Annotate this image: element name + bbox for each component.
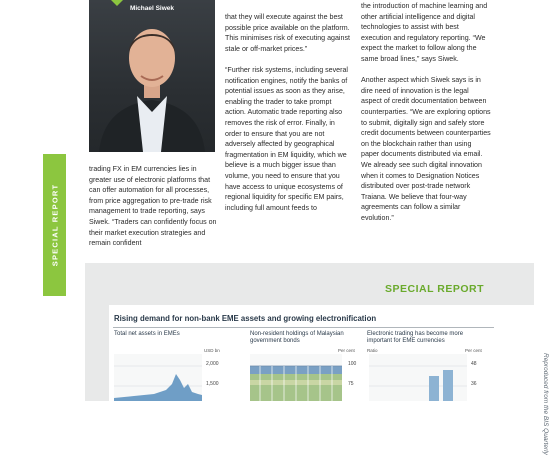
side-tab-label: SPECIAL REPORT <box>50 183 59 267</box>
right-paragraph-1: the introduction of machine learning and other artificial intelligence and digital technologies to assist with best execution and regulatory reporting. “We expect the market to follow along the same broad lines,” says Siwek. <box>361 2 488 63</box>
panel-plot <box>369 354 467 401</box>
panel-unit: USD bn <box>204 348 220 353</box>
panel-plot <box>114 354 202 401</box>
figure-title: Rising demand for non-bank EME assets and growing electronification <box>114 314 377 323</box>
figure-credit: Reproduced from the BIS Quarterly <box>542 353 549 455</box>
column-right <box>361 1 491 223</box>
area-series <box>114 354 202 401</box>
column-left <box>89 164 217 249</box>
right-paragraph-2: Another aspect which Siwek says is in dire need of innovation is the legal aspect of credit documentation between counterparties. “We are exploring options to submit, digitally sign and safely store credit documents between counterparties on the blockchain rather than using paper documents distributed via email. We already see such digital innovation when it comes to Designation Notices distributed over post-trade network Traiana. We believe that four-way agreements can follow a similar evolution.” <box>361 76 491 222</box>
y-tick: 2,000 <box>206 361 219 367</box>
y-tick: 75 <box>348 381 354 387</box>
y-tick: 36 <box>471 381 477 387</box>
y-tick: 48 <box>471 361 477 367</box>
y-tick: 100 <box>348 361 357 367</box>
panel-title: Total net assets in EMEs <box>114 331 180 337</box>
portrait-photo <box>89 0 215 152</box>
bar-series <box>369 354 467 401</box>
panel-unit-right: Per cent <box>465 348 482 353</box>
panel-electronic-trading <box>367 331 485 401</box>
section-heading: SPECIAL REPORT <box>385 283 484 295</box>
left-paragraph-1: trading FX in EM currencies lies in greater use of electronic platforms that can offer automation for all processes, from price aggregation to pre-trade risk management to trade reporting, says Siwek. “Traders can confidently focus on their market execution strategies and remain confident <box>89 165 217 248</box>
panel-unit: Ratio <box>367 348 378 353</box>
panel-title: Non-resident holdings of Malaysian government bonds <box>250 331 344 344</box>
bottom-band <box>85 263 549 455</box>
y-tick: 1,500 <box>206 381 219 387</box>
panel-total-net-assets <box>114 331 226 401</box>
middle-paragraph-2: “Further risk systems, including several notification engines, notify the banks of potential issues as soon as they arise, enabling the trader to take prompt action. Automatic trade reporting also removes the risk of error. Finally, in order to ensure that you are not adversely affected by geographical fragmentation in EM liquidity, which we believe is a much bigger issue than volume, you need to ensure that you have access to unique ecosystems of regional liquidity for specific EM pairs, including full amount feeds to <box>225 65 348 212</box>
panel-plot <box>250 354 342 401</box>
stacked-area-series <box>250 354 342 401</box>
portrait-figure <box>89 0 215 152</box>
bis-figure <box>109 305 549 455</box>
panel-title: Electronic trading has become more important for EME currencies <box>367 331 464 344</box>
photo-caption: Michael Siwek <box>129 5 175 12</box>
middle-paragraph-1: that they will execute against the best possible price available on the platform. This minimises risk of executing against stale or off-market prices.” <box>225 13 350 53</box>
column-middle <box>225 12 352 213</box>
figure-rule <box>113 327 494 328</box>
panel-unit: Per cent <box>338 348 355 353</box>
section-side-tab <box>43 154 66 296</box>
panel-malaysian-bonds <box>250 331 362 401</box>
